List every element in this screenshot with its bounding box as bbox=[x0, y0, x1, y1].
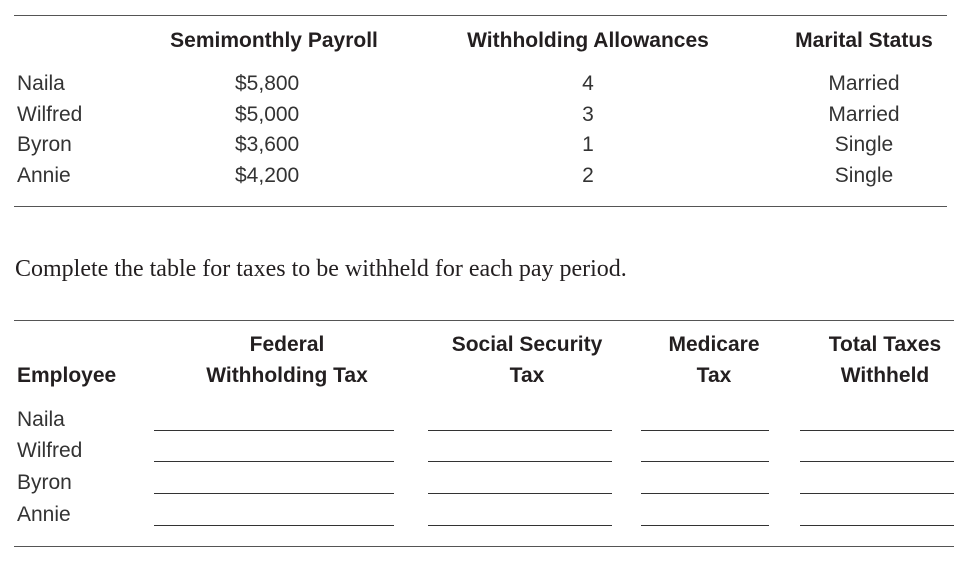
row4-name: Annie bbox=[17, 164, 71, 187]
t2-row1-medicare-blank[interactable] bbox=[641, 430, 769, 431]
t2-row4-name: Annie bbox=[17, 503, 71, 526]
header-withholding-allowances: Withholding Allowances bbox=[467, 29, 709, 52]
t2-row2-medicare-blank[interactable] bbox=[641, 461, 769, 462]
t2-row3-federal-blank[interactable] bbox=[154, 493, 394, 494]
row1-name: Naila bbox=[17, 72, 65, 95]
header-medicare-line2: Tax bbox=[696, 364, 732, 387]
instruction-text: Complete the table for taxes to be withheld for each pay period. bbox=[15, 256, 627, 282]
row2-marital: Married bbox=[828, 103, 900, 126]
t2-row3-medicare-blank[interactable] bbox=[641, 493, 769, 494]
t2-row3-total-blank[interactable] bbox=[800, 493, 954, 494]
header-medicare-line1: Medicare bbox=[668, 333, 760, 356]
table1-top-rule bbox=[14, 15, 947, 16]
row1-marital: Married bbox=[828, 72, 900, 95]
t2-row1-total-blank[interactable] bbox=[800, 430, 954, 431]
t2-row1-ss-blank[interactable] bbox=[428, 430, 612, 431]
row4-marital: Single bbox=[834, 164, 894, 187]
header-marital-status: Marital Status bbox=[795, 29, 933, 52]
t2-row2-ss-blank[interactable] bbox=[428, 461, 612, 462]
table2-top-rule bbox=[14, 320, 954, 321]
row1-allowances: 4 bbox=[582, 72, 594, 95]
t2-row3-ss-blank[interactable] bbox=[428, 493, 612, 494]
t2-row4-total-blank[interactable] bbox=[800, 525, 954, 526]
header-employee: Employee bbox=[17, 364, 117, 387]
row4-allowances: 2 bbox=[582, 164, 594, 187]
t2-row4-federal-blank[interactable] bbox=[154, 525, 394, 526]
header-ss-line1: Social Security bbox=[451, 333, 603, 356]
t2-row2-total-blank[interactable] bbox=[800, 461, 954, 462]
table1-bottom-rule bbox=[14, 206, 947, 207]
t2-row4-medicare-blank[interactable] bbox=[641, 525, 769, 526]
t2-row1-federal-blank[interactable] bbox=[154, 430, 394, 431]
t2-row2-name: Wilfred bbox=[17, 439, 83, 462]
row3-marital: Single bbox=[834, 133, 894, 156]
header-semimonthly-payroll: Semimonthly Payroll bbox=[170, 29, 378, 52]
row2-name: Wilfred bbox=[17, 103, 83, 126]
row4-payroll: $4,200 bbox=[235, 164, 300, 187]
t2-row1-name: Naila bbox=[17, 408, 65, 431]
row3-allowances: 1 bbox=[582, 133, 594, 156]
header-total-line2: Withheld bbox=[840, 364, 930, 387]
t2-row4-ss-blank[interactable] bbox=[428, 525, 612, 526]
row3-name: Byron bbox=[17, 133, 72, 156]
row1-payroll: $5,800 bbox=[235, 72, 300, 95]
header-ss-line2: Tax bbox=[509, 364, 545, 387]
row2-payroll: $5,000 bbox=[235, 103, 300, 126]
row2-allowances: 3 bbox=[582, 103, 594, 126]
t2-row3-name: Byron bbox=[17, 471, 72, 494]
header-federal-line1: Federal bbox=[249, 333, 325, 356]
row3-payroll: $3,600 bbox=[235, 133, 300, 156]
table2-bottom-rule bbox=[14, 546, 954, 547]
t2-row2-federal-blank[interactable] bbox=[154, 461, 394, 462]
header-total-line1: Total Taxes bbox=[828, 333, 942, 356]
header-federal-line2: Withholding Tax bbox=[206, 364, 368, 387]
